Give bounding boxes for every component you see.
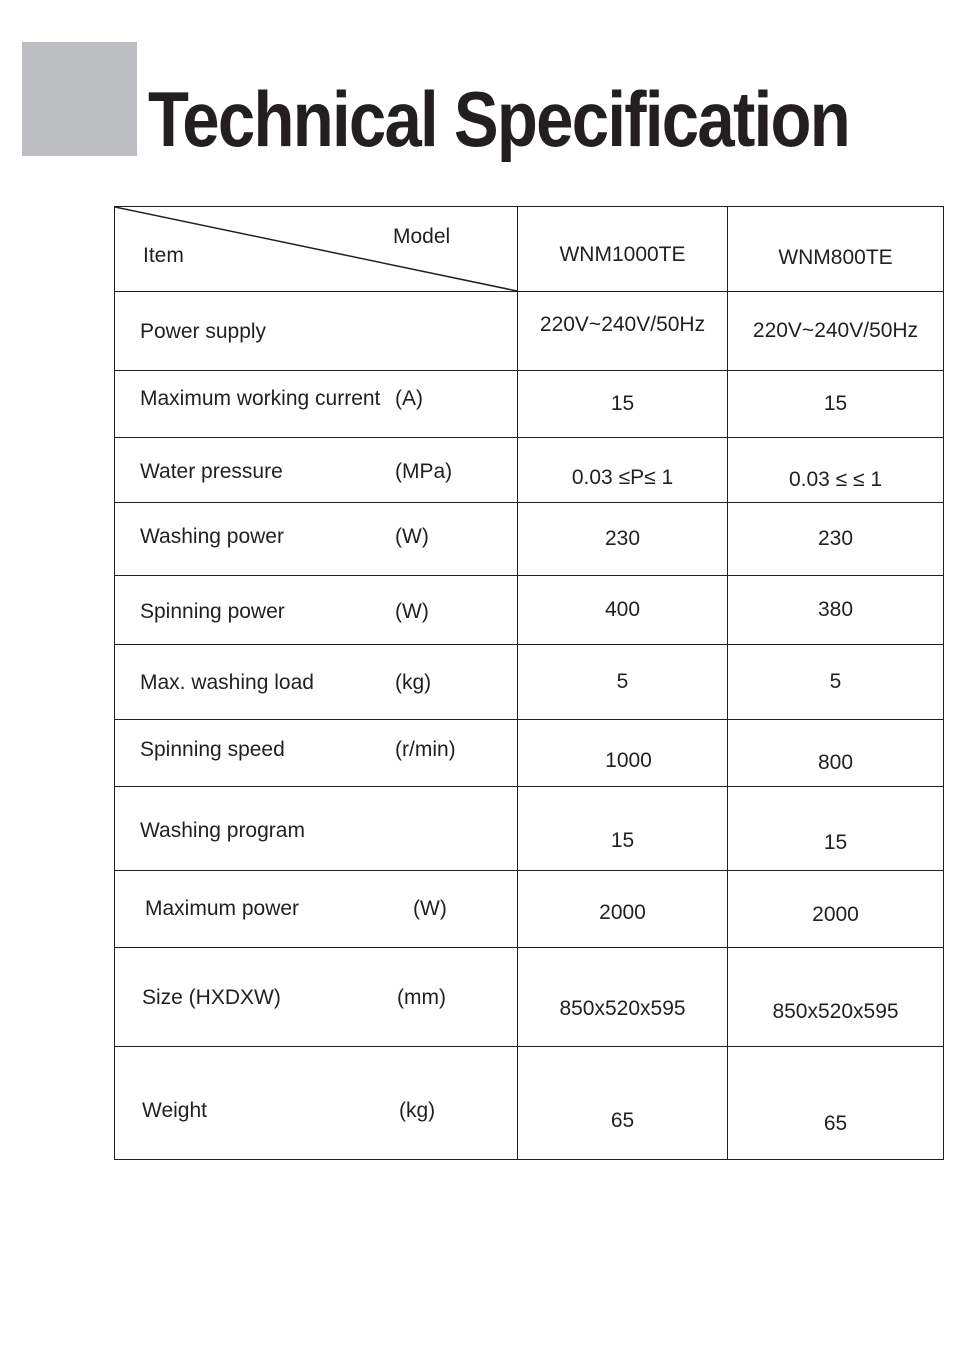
row-value: 65 — [610, 1109, 635, 1132]
row-value-cell — [518, 645, 728, 720]
row-value-cell — [728, 871, 944, 948]
row-value-cell — [728, 720, 944, 787]
row-value: 400 — [604, 598, 641, 621]
row-value: 230 — [817, 527, 854, 550]
table-row — [115, 292, 944, 371]
row-name: Maximum power — [145, 897, 300, 920]
row-unit: (kg) — [399, 1099, 436, 1122]
row-unit: (W) — [413, 897, 447, 920]
row-label-cell — [115, 576, 518, 645]
row-label-cell — [115, 1047, 518, 1160]
row-name: Maximum working current — [140, 387, 381, 410]
table-row — [115, 371, 944, 438]
row-label-cell — [115, 787, 518, 871]
table-row — [115, 1047, 944, 1160]
row-unit: (W) — [395, 525, 429, 548]
row-value-cell — [518, 503, 728, 576]
row-value-cell — [518, 1047, 728, 1160]
row-name: Weight — [142, 1099, 207, 1122]
row-value-cell — [728, 371, 944, 438]
row-value: 0.03 ≤P≤ 1 — [571, 466, 674, 489]
table-row — [115, 871, 944, 948]
row-unit: (mm) — [397, 986, 446, 1009]
page-title: Technical Specification — [148, 75, 850, 163]
row-value: 15 — [823, 392, 848, 415]
header-model-label: Model — [393, 225, 451, 248]
row-value: 2000 — [812, 903, 859, 926]
row-label-cell — [115, 645, 518, 720]
row-unit: (A) — [395, 387, 423, 410]
row-value-cell — [518, 787, 728, 871]
row-value: 5 — [616, 670, 629, 693]
table-row — [115, 576, 944, 645]
row-label-cell — [115, 720, 518, 787]
row-name: Washing program — [140, 819, 305, 842]
row-label-cell — [115, 292, 518, 371]
row-value-cell — [728, 1047, 944, 1160]
row-value: 15 — [610, 828, 635, 852]
row-value: 220V~240V/50Hz — [752, 319, 919, 342]
row-value-cell — [518, 871, 728, 948]
row-name: Water pressure — [140, 460, 283, 483]
row-value-cell — [728, 576, 944, 645]
row-unit: (kg) — [395, 671, 432, 694]
row-name: Washing power — [140, 525, 284, 548]
row-value-cell — [518, 576, 728, 645]
row-value: 850x520x595 — [559, 997, 686, 1020]
row-value-cell — [728, 292, 944, 371]
row-value: 220V~240V/50Hz — [539, 313, 706, 336]
row-value-cell — [728, 438, 944, 503]
row-name: Size (HXDXW) — [142, 986, 281, 1009]
row-name: Power supply — [140, 320, 267, 343]
row-value-cell — [518, 371, 728, 438]
table-row — [115, 503, 944, 576]
row-value: 5 — [829, 670, 842, 693]
row-value-cell — [728, 503, 944, 576]
row-value: 230 — [604, 527, 641, 550]
row-value: 1000 — [605, 749, 652, 772]
header-model-1 — [518, 207, 728, 292]
table-row — [115, 948, 944, 1047]
table-row — [115, 438, 944, 503]
header-row — [115, 207, 944, 292]
row-label-cell — [115, 948, 518, 1047]
row-value: 800 — [817, 751, 854, 774]
row-value-cell — [728, 948, 944, 1047]
row-unit: (W) — [395, 600, 429, 623]
row-value-cell — [518, 292, 728, 371]
row-label-cell — [115, 438, 518, 503]
row-value-cell — [518, 948, 728, 1047]
model-name: WNM800TE — [778, 246, 893, 269]
table-row — [115, 720, 944, 787]
spec-table — [114, 206, 944, 1160]
row-value: 65 — [823, 1112, 848, 1135]
row-unit: (r/min) — [395, 738, 456, 761]
table-row — [115, 787, 944, 871]
header-model-2 — [728, 207, 944, 292]
row-name: Spinning speed — [140, 738, 285, 761]
row-value-cell — [728, 645, 944, 720]
row-label-cell — [115, 871, 518, 948]
section-marker-block — [22, 42, 137, 156]
table-row — [115, 645, 944, 720]
header-item-label: Item — [143, 244, 184, 267]
row-value: 15 — [610, 392, 635, 415]
row-value: 15 — [823, 830, 848, 854]
row-label-cell — [115, 503, 518, 576]
row-value: 2000 — [599, 901, 646, 924]
row-name: Max. washing load — [140, 671, 314, 694]
row-value-cell — [728, 787, 944, 871]
row-value-cell — [518, 720, 728, 787]
row-value: 850x520x595 — [772, 1000, 899, 1023]
row-value: 0.03 ≤ ≤ 1 — [788, 468, 883, 491]
row-unit: (MPa) — [395, 460, 453, 483]
model-name: WNM1000TE — [559, 243, 686, 266]
header-corner-cell — [115, 207, 518, 292]
row-name: Spinning power — [140, 600, 285, 623]
row-value: 380 — [817, 598, 854, 621]
row-label-cell — [115, 371, 518, 438]
row-value-cell — [518, 438, 728, 503]
